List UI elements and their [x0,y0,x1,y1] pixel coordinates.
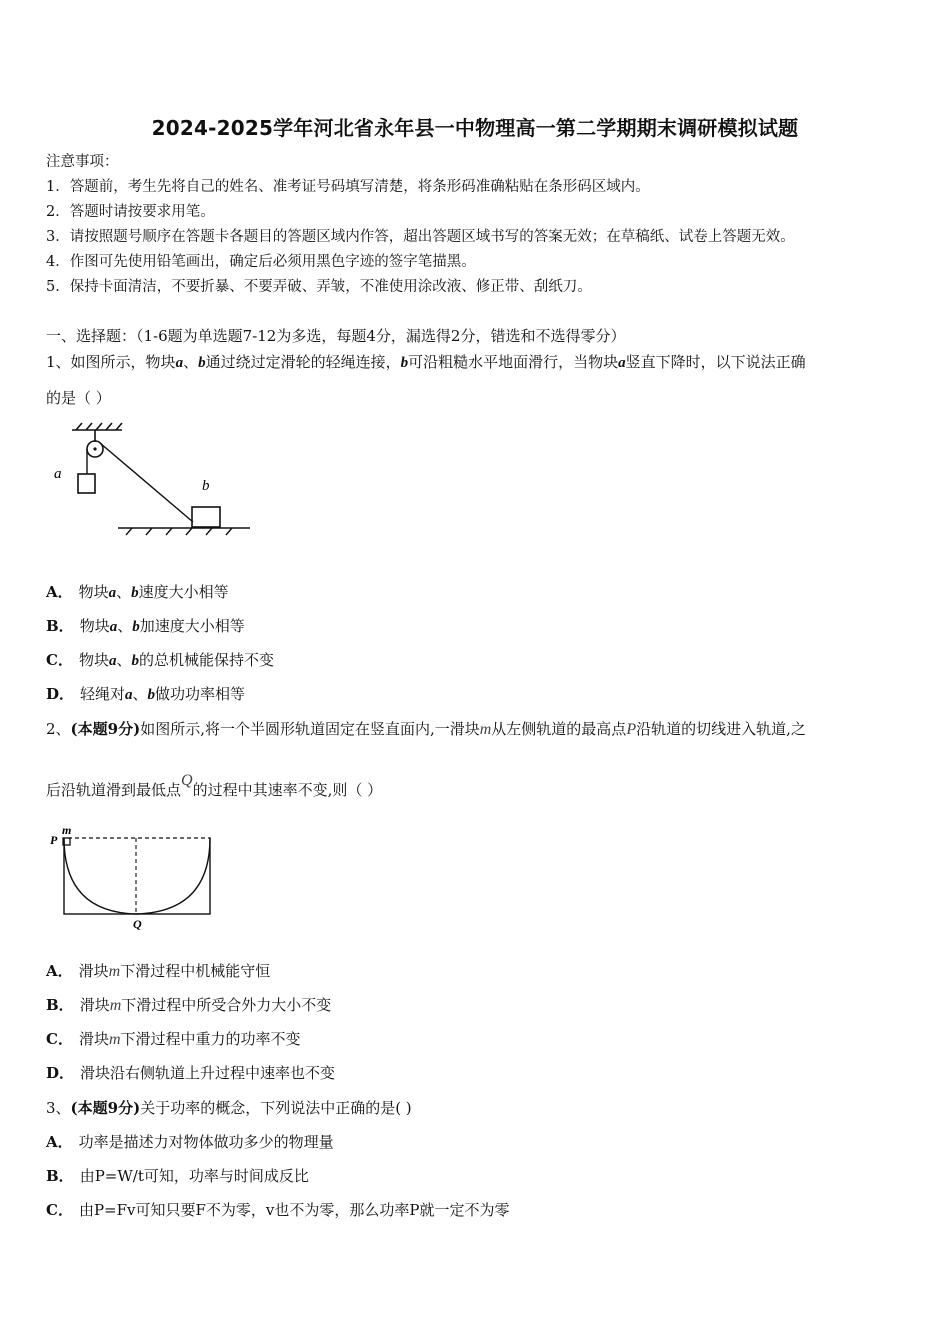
block-b [192,507,220,527]
question-3-stem: 3、(本题9分)关于功率的概念，下列说法中正确的是( ) [46,1099,412,1117]
notice-item: 3．请按照题号顺序在答题卡各题目的答题区域内作答，超出答题区域书写的答案无效；在草稿纸、试卷上答题无效。 [46,229,795,245]
label-a: a [54,466,62,482]
question-1-stem-line2: 的是（ ） [46,389,111,407]
ground [118,528,250,535]
semicircle-track [64,838,210,914]
question-number: 2、 [46,720,71,738]
question-number: 1、 [46,353,71,371]
pulley-figure [40,418,280,548]
q3-option-c[interactable]: C． 由P=Fv可知只要F不为零，v也不为零，那么功率P就一定不为零 [46,1201,510,1219]
q3-option-b[interactable]: B． 由P=W/t可知，功率与时间成反比 [46,1167,309,1185]
track-frame [64,838,210,914]
label-p: P [50,833,58,847]
q1-option-d[interactable]: D． 轻绳对a、b做功功率相等 [46,685,246,703]
q1-option-b[interactable]: B． 物块a、b加速度大小相等 [46,617,245,635]
notice-heading: 注意事项： [46,154,119,170]
q2-option-c[interactable]: C． 滑块m下滑过程中重力的功率不变 [46,1030,301,1048]
ceiling [72,423,122,442]
notice-item: 1．答题前，考生先将自己的姓名、准考证号码填写清楚，将条形码准确粘贴在条形码区域内。 [46,179,650,195]
label-m: m [62,823,72,837]
notice-item: 5．保持卡面清洁，不要折暴、不要弄破、弄皱，不准使用涂改液、修正带、刮纸刀。 [46,279,592,295]
q1-option-a[interactable]: A． 物块a、b速度大小相等 [46,583,229,601]
notice-item: 4．作图可先使用铅笔画出，确定后必须用黑色字迹的签字笔描黑。 [46,254,476,270]
question-2-stem-line2: 后沿轨道滑到最低点Q的过程中其速率不变,则（ ） [46,772,383,799]
label-b: b [202,478,210,494]
section-heading: 一、选择题：（1-6题为单选题7-12为多选，每题4分，漏选得2分，错选和不选得零分） [46,327,626,345]
q2-option-a[interactable]: A． 滑块m下滑过程中机械能守恒 [46,962,271,980]
question-number: 3、 [46,1099,71,1117]
question-2-stem: 2、(本题9分)如图所示,将一个半圆形轨道固定在竖直面内,一滑块m从左侧轨道的最高点P沿轨道的切线进入轨道,之 [46,720,806,738]
q2-option-d[interactable]: D． 滑块沿右侧轨道上升过程中速率也不变 [46,1064,336,1082]
page-title: 2024-2025学年河北省永年县一中物理高一第二学期期末调研模拟试题 [151,116,799,140]
q3-option-a[interactable]: A． 功率是描述力对物体做功多少的物理量 [46,1133,334,1151]
question-1-stem: 1、如图所示，物块a、b通过绕过定滑轮的轻绳连接，b可沿粗糙水平地面滑行，当物块a竖直下降时，以下说法正确 [46,353,806,371]
q1-option-c[interactable]: C． 物块a、b的总机械能保持不变 [46,651,274,669]
block-a [78,474,95,493]
track-figure [44,822,224,932]
notice-item: 2．答题时请按要求用笔。 [46,204,215,220]
q2-option-b[interactable]: B． 滑块m下滑过程中所受合外力大小不变 [46,996,332,1014]
rope-incline [100,443,193,522]
label-q: Q [133,917,142,931]
